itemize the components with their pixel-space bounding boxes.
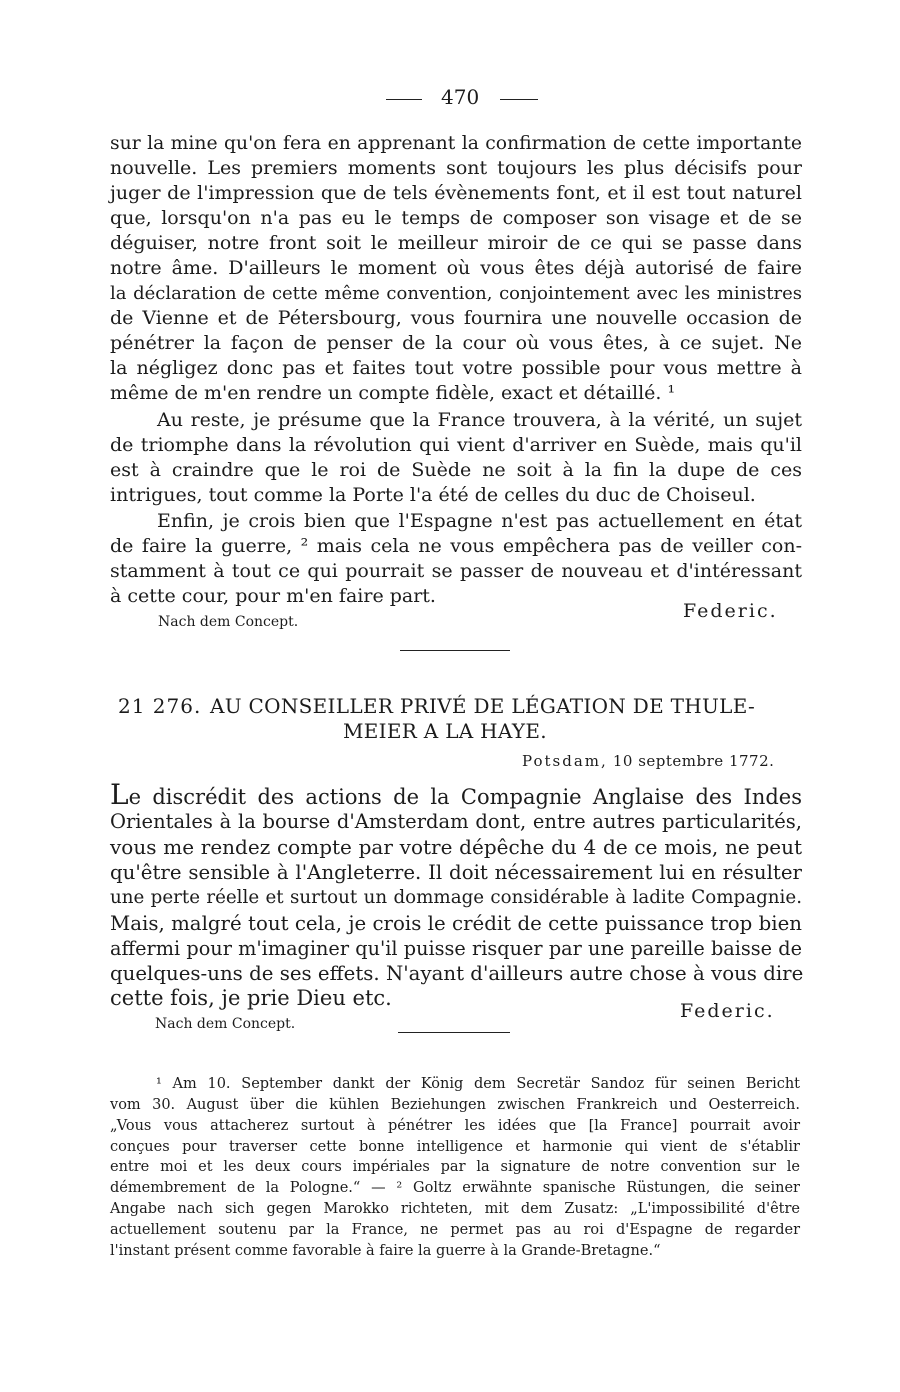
text-line: quelques-uns de ses effets. N'ayant d'ailleurs autre chose à vous dire [110,962,804,985]
dateline-place: Potsdam, [522,752,608,770]
letter-number: 21 276. [118,694,202,718]
text-line: la négligez donc pas et faites tout votre possible pour vous mettre à [110,357,802,379]
text-line: de Vienne et de Pétersbourg, vous fournira une nouvelle occasion de [110,307,802,329]
footnote-line: Angabe nach sich gegen Marokko richteten, mit dem Zusatz: „L'impossibilité d'être [110,1201,800,1217]
footnote-line: ¹ Am 10. September dankt der König dem Secretär Sandoz für seinen Bericht [156,1076,800,1092]
text-line: est à craindre que le roi de Suède ne soit à la fin la dupe de ces [110,459,802,481]
header-rule-left [386,99,422,100]
text-line: Au reste, je présume que la France trouvera, à la vérité, un sujet [157,409,802,431]
footnote-line: démembrement de la Pologne.“ — ² Goltz erwähnte spanische Rüstungen, die seiner [110,1180,800,1196]
source-note: Nach dem Concept. [155,1016,296,1032]
source-note: Nach dem Concept. [158,614,299,630]
text-line: stamment à tout ce qui pourrait se passer de nouveau et d'intéressant [110,560,802,582]
text-line: vous me rendez compte par votre dépêche du 4 de ce mois, ne peut [110,835,802,859]
text-line: une perte réelle et surtout un dommage considérable à ladite Compagnie. [110,887,802,908]
section-divider [398,1032,510,1033]
letter-heading-continued: MEIER A LA HAYE. [343,719,547,743]
initial-letter: L [110,778,129,811]
text-line: Le discrédit des actions de la Compagnie Anglaise des Indes [110,778,802,811]
section-divider [400,650,510,651]
dateline [522,751,774,770]
text-line: juger de l'impression que de tels évènements font, et il est tout naturel [110,182,802,204]
footnote-line: conçues pour traverser cette bonne intelligence et harmonie qui vient de s'établir [110,1139,800,1155]
signature: Federic. [683,600,778,622]
text-line: à cette cour, pour m'en faire part. [110,585,436,607]
text-line: affermi pour m'imaginer qu'il puisse risquer par une pareille baisse de [110,937,802,960]
text-line: nouvelle. Les premiers moments sont toujours les plus décisifs pour [110,157,802,179]
dateline-date: 10 septembre 1772. [612,752,775,770]
footnote-line: „Vous vous attacherez surtout à pénétrer les idées que [la France] pourrait avoir [110,1118,800,1134]
text-line: la déclaration de cette même convention, conjointement avec les ministres [110,283,802,304]
text-line: de faire la guerre, ² mais cela ne vous empêchera pas de veiller con- [110,535,802,557]
page-number: 470 [441,85,480,109]
footnote-line: l'instant présent comme favorable à faire la guerre à la Grande-Bretagne.“ [110,1243,661,1259]
text-line: sur la mine qu'on fera en apprenant la confirmation de cette importante [110,133,802,154]
footnote-line: vom 30. August über die kühlen Beziehungen zwischen Frankreich und Oesterreich. [110,1097,800,1113]
text-line: cette fois, je prie Dieu etc. [110,986,392,1010]
text-line: Enfin, je crois bien que l'Espagne n'est pas actuellement en état [157,510,802,532]
text-line: de triomphe dans la révolution qui vient d'arriver en Suède, mais qu'il [110,434,802,456]
letter-heading: AU CONSEILLER PRIVÉ DE LÉGATION DE THULE- [210,694,756,718]
text-line: Orientales à la bourse d'Amsterdam dont, entre autres particularités, [110,810,802,833]
header-rule-right [500,99,538,100]
text-line: notre âme. D'ailleurs le moment où vous êtes déjà autorisé de faire [110,257,802,279]
footnote-line: entre moi et les deux cours impériales par la signature de notre convention sur le [110,1159,800,1175]
text-line: intrigues, tout comme la Porte l'a été de celles du duc de Choiseul. [110,484,756,506]
text-line: Mais, malgré tout cela, je crois le crédit de cette puissance trop bien [110,912,802,935]
text-line: que, lorsqu'on n'a pas eu le temps de composer son visage et de se [110,207,802,229]
signature: Federic. [680,1000,775,1022]
text-line: qu'être sensible à l'Angleterre. Il doit nécessairement lui en résulter [110,861,802,884]
footnote-line: actuellement soutenu par la France, ne permet pas au roi d'Espagne de regarder [110,1222,800,1238]
text-line: déguiser, notre front soit le meilleur miroir de ce qui se passe dans [110,232,802,254]
text-line: pénétrer la façon de penser de la cour où vous êtes, à ce sujet. Ne [110,332,802,354]
text-line: même de m'en rendre un compte fidèle, exact et détaillé. ¹ [110,382,676,404]
